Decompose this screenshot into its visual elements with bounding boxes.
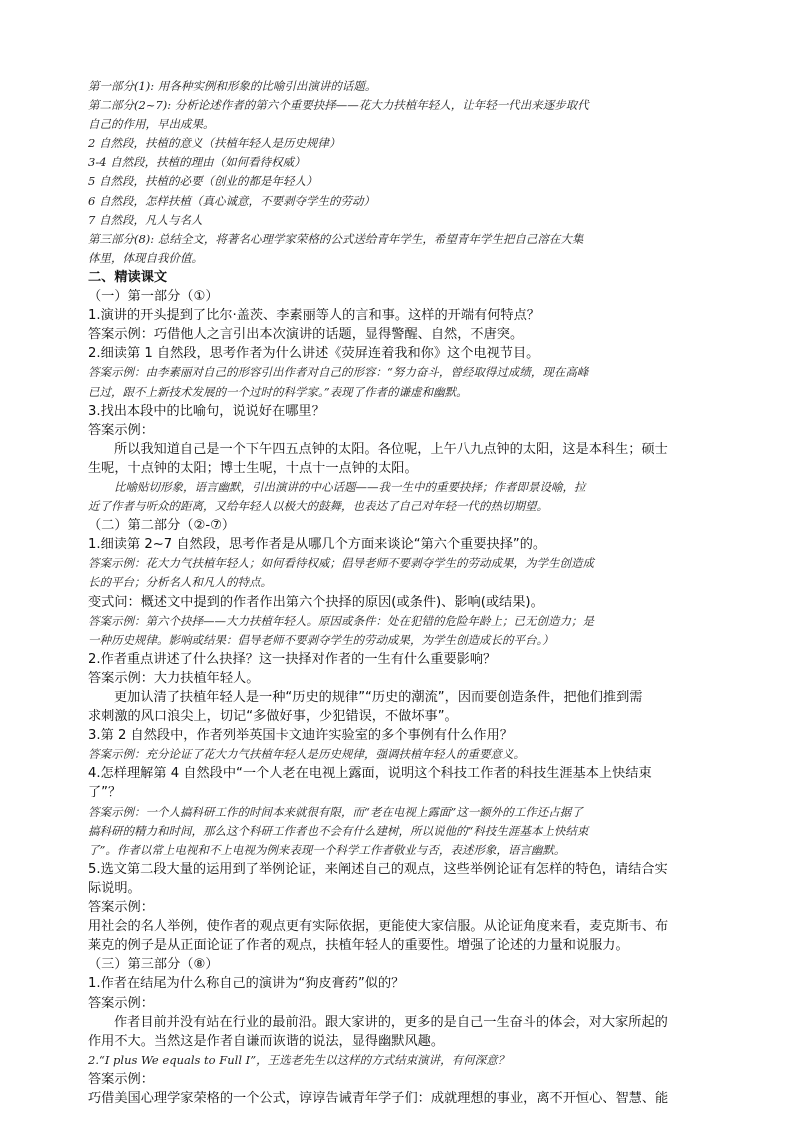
text-line: 7 自然段，凡人与名人 — [88, 212, 203, 227]
text-line: 所以我知道自己是一个下午四五点钟的太阳。各位呢，上午八九点钟的太阳，这是本科生；硕士 — [114, 441, 668, 457]
text-line: 巧借美国心理学家荣格的一个公式，谆谆告诫青年学子们：成就理想的事业，离不开恒心、智慧、能 — [88, 1090, 669, 1106]
text-line: 答案示例： — [88, 900, 154, 916]
text-line: 3-4 自然段，扶植的理由（如何看待权威） — [88, 155, 306, 170]
text-line: 二、精读课文 — [88, 269, 168, 285]
text-line: 3.第 2 自然段中，作者列举英国卡文迪许实验室的多个事例有什么作用？ — [88, 728, 513, 744]
text-line: 答案示例：充分论证了花大力气扶植年轻人是历史规律，强调扶植年轻人的重要意义。 — [88, 747, 525, 762]
text-line: 2.细读第 1 自然段，思考作者为什么讲述《荧屏连着我和你》这个电视节目。 — [88, 346, 540, 362]
text-line: 生呢，十点钟的太阳；博士生呢，十点十一点钟的太阳。 — [88, 460, 418, 476]
text-line: 作用不大。当然这是作者自谦而诙谐的说法，显得幽默风趣。 — [88, 1033, 445, 1049]
text-line: 第二部分(2~7): 分析论述作者的第六个重要抉择——花大力扶植年轻人，让年轻一代出来逐步取代 — [88, 98, 589, 113]
text-line: 5 自然段，扶植的必要（创业的都是年轻人） — [88, 174, 318, 189]
text-line: 近了作者与听众的距离，又给年轻人以极大的鼓舞，也表达了自己对年轻一代的热切期望。 — [88, 499, 548, 514]
text-line: 自己的作用，早出成果。 — [88, 117, 215, 132]
text-line: 第一部分(1): 用各种实例和形象的比喻引出演讲的话题。 — [88, 79, 377, 93]
text-line: 答案示例：巧借他人之言引出本次演讲的话题，显得警醒、自然，不唐突。 — [88, 327, 524, 343]
text-line: 1.细读第 2~7 自然段，思考作者是从哪几个方面来谈论“第六个重要抉择”的。 — [88, 537, 547, 553]
text-line: 了”？ — [88, 785, 122, 801]
text-line: 答案示例：一个人搞科研工作的时间本来就很有限，而“老在电视上露面”这一额外的工作还占据了 — [88, 804, 583, 819]
text-line: 一种历史规律。影响或结果：倡导老师不要剥夺学生的劳动成果，为学生创造成长的平台。） — [88, 632, 554, 647]
text-line: 答案示例：花大力气扶植年轻人；如何看待权威；倡导老师不要剥夺学生的劳动成果，为学生创造成 — [88, 556, 594, 571]
text-line: 已过，跟不上新技术发展的一个过时的科学家。”表现了作者的谦虚和幽默。 — [88, 384, 468, 399]
text-line: 用社会的名人举例，使作者的观点更有实际依据，更能使大家信服。从论证角度来看，麦克斯韦、布 — [88, 919, 669, 935]
text-line: 答案示例： — [88, 422, 154, 438]
text-line: 答案示例：由李素丽对自己的形容引出作者对自己的形容：“努力奋斗，曾经取得过成绩，现在高峰 — [88, 365, 589, 380]
text-line: 比喻贴切形象，语言幽默，引出演讲的中心话题——我一生中的重要抉择；作者即景设喻，拉 — [114, 479, 586, 494]
text-line: 6 自然段，怎样扶植（真心诚意，不要剥夺学生的劳动） — [88, 193, 375, 208]
text-line: 际说明。 — [88, 880, 141, 896]
text-line: 1.演讲的开头提到了比尔·盖茨、李素丽等人的言和事。这样的开端有何特点？ — [88, 308, 540, 324]
text-line: 体里，体现自我价值。 — [88, 250, 203, 265]
text-line: 答案示例：大力扶植年轻人。 — [88, 670, 260, 686]
document-body — [88, 77, 704, 1108]
text-line: 搞科研的精力和时间，那么这个科研工作者也不会有什么建树，所以说他的“科技生涯基本上快结束 — [88, 823, 589, 838]
text-line: 2 自然段，扶植的意义（扶植年轻人是历史规律） — [88, 136, 341, 151]
text-line: （二）第二部分（②-⑦） — [88, 518, 236, 534]
text-line: 1.作者在结尾为什么称自己的演讲为“狗皮膏药”似的？ — [88, 976, 405, 992]
text-line: 2.“I plus We equals to Full I”，王选老先生以这样的方式结束演讲，有何深意？ — [88, 1052, 510, 1067]
text-line: 答案示例：第六个抉择——大力扶植年轻人。原因或条件：处在犯错的危险年龄上；已无创造力；是 — [88, 613, 594, 628]
text-line: 2.作者重点讲述了什么抉择？这一抉择对作者的一生有什么重要影响？ — [88, 651, 497, 667]
text-line: 答案示例： — [88, 995, 154, 1011]
text-line: 答案示例： — [88, 1071, 154, 1087]
text-line: 了”。作者以常上电视和不上电视为例来表现一个科学工作者敬业与否，表述形象，语言幽默。 — [88, 842, 566, 857]
text-line: 更加认清了扶植年轻人是一种“历史的规律”“历史的潮流”，因而要创造条件，把他们推到需 — [114, 690, 643, 705]
text-line: 第三部分(8): 总结全文，将著名心理学家荣格的公式送给青年学生，希望青年学生把自己溶在大集 — [88, 231, 584, 246]
text-line: 3.找出本段中的比喻句，说说好在哪里？ — [88, 403, 325, 419]
text-line: （一）第一部分（①） — [88, 289, 219, 305]
text-line: 5.选文第二段大量的运用到了举例论证，来阐述自己的观点，这些举例论证有怎样的特色，请结合实 — [88, 861, 668, 877]
text-line: 求刺激的风口浪尖上，切记“多做好事，少犯错误，不做坏事”。 — [88, 709, 458, 725]
text-line: 变式问：概述文中提到的作者作出第六个抉择的原因(或条件)、影响(或结果)。 — [88, 594, 544, 610]
text-line: 长的平台；分析名人和凡人的特点。 — [88, 575, 272, 590]
text-line: 作者目前并没有站在行业的最前沿。跟大家讲的，更多的是自己一生奋斗的体会，对大家所起的 — [114, 1014, 668, 1030]
text-line: 4.怎样理解第 4 自然段中“一个人老在电视上露面，说明这个科技工作者的科技生涯基本上快结束 — [88, 766, 652, 782]
text-line: （三）第三部分（⑧） — [88, 957, 219, 973]
text-line: 莱克的例子是从正面论证了作者的观点，扶植年轻人的重要性。增强了论述的力量和说服力。 — [88, 938, 629, 954]
